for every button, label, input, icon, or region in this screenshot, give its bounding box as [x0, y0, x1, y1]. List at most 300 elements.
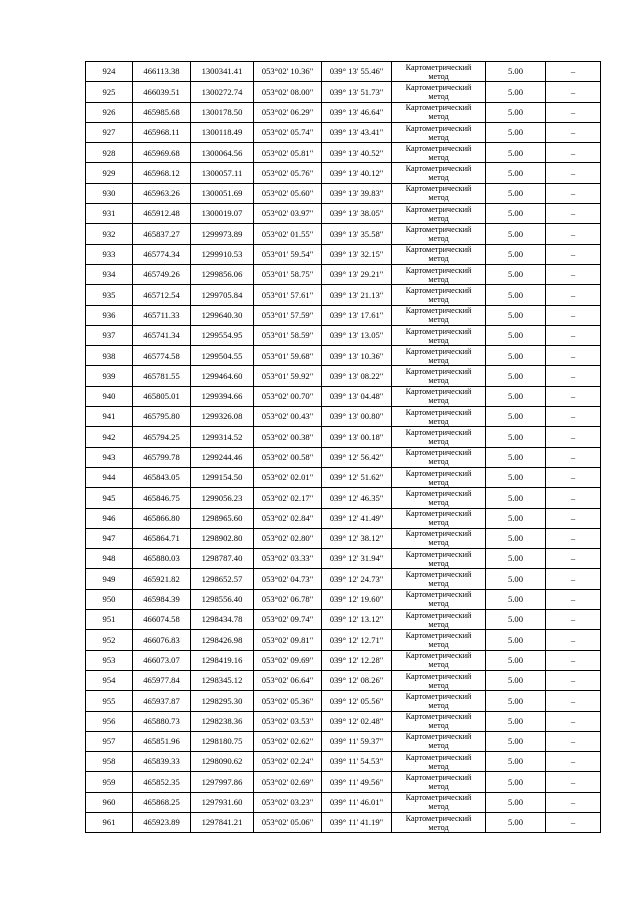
method-line-2: метод	[428, 599, 449, 609]
table-row	[86, 204, 601, 224]
x-coordinate-cell: 466073.07	[133, 650, 191, 670]
point-number-cell: 932	[86, 224, 133, 244]
point-number-cell: 951	[86, 610, 133, 630]
method-line-1: Картометрический	[405, 509, 472, 519]
remark-cell: –	[546, 508, 601, 528]
latitude-cell: 053°01' 57.59"	[254, 305, 322, 325]
table-row	[86, 711, 601, 731]
x-coordinate-cell: 465795.80	[133, 407, 191, 427]
method-line-1: Картометрический	[405, 143, 472, 153]
y-coordinate-cell: 1299705.84	[191, 285, 254, 305]
method-cell	[392, 264, 486, 284]
remark-cell: –	[546, 670, 601, 690]
y-coordinate-cell: 1298238.36	[191, 711, 254, 731]
method-line-1: Картометрический	[405, 488, 472, 498]
method-line-1: Картометрический	[405, 306, 472, 316]
y-coordinate-cell: 1299326.08	[191, 407, 254, 427]
table-row	[86, 630, 601, 650]
method-line-2: метод	[428, 294, 449, 304]
remark-cell: –	[546, 467, 601, 487]
method-cell	[392, 143, 486, 163]
point-number-cell: 943	[86, 447, 133, 467]
latitude-cell: 053°02' 02.24"	[254, 752, 322, 772]
precision-cell: 5.00	[486, 650, 546, 670]
method-line-2: метод	[428, 376, 449, 386]
point-number-cell: 954	[86, 670, 133, 690]
x-coordinate-cell: 465868.25	[133, 792, 191, 812]
precision-cell: 5.00	[486, 731, 546, 751]
table-row	[86, 244, 601, 264]
method-line-2: метод	[428, 234, 449, 244]
latitude-cell: 053°02' 04.73"	[254, 569, 322, 589]
latitude-cell: 053°01' 58.59"	[254, 325, 322, 345]
longitude-cell: 039° 13' 40.12"	[322, 163, 392, 183]
point-number-cell: 950	[86, 589, 133, 609]
latitude-cell: 053°02' 05.36"	[254, 691, 322, 711]
method-line-2: метод	[428, 112, 449, 122]
remark-cell: –	[546, 528, 601, 548]
remark-cell: –	[546, 447, 601, 467]
latitude-cell: 053°02' 00.43"	[254, 407, 322, 427]
method-line-1: Картометрический	[405, 62, 472, 72]
longitude-cell: 039° 13' 32.15"	[322, 244, 392, 264]
table-row	[86, 610, 601, 630]
longitude-cell: 039° 12' 56.42"	[322, 447, 392, 467]
x-coordinate-cell: 465846.75	[133, 488, 191, 508]
remark-cell: –	[546, 752, 601, 772]
method-line-2: метод	[428, 193, 449, 203]
method-cell	[392, 711, 486, 731]
method-line-1: Картометрический	[405, 245, 472, 255]
longitude-cell: 039° 11' 54.53"	[322, 752, 392, 772]
table-row	[86, 183, 601, 203]
longitude-cell: 039° 13' 51.73"	[322, 82, 392, 102]
remark-cell: –	[546, 305, 601, 325]
latitude-cell: 053°02' 05.81"	[254, 143, 322, 163]
latitude-cell: 053°02' 01.55"	[254, 224, 322, 244]
x-coordinate-cell: 465968.12	[133, 163, 191, 183]
remark-cell: –	[546, 82, 601, 102]
x-coordinate-cell: 465781.55	[133, 366, 191, 386]
method-cell	[392, 386, 486, 406]
y-coordinate-cell: 1300019.07	[191, 204, 254, 224]
latitude-cell: 053°02' 00.38"	[254, 427, 322, 447]
point-number-cell: 934	[86, 264, 133, 284]
point-number-cell: 944	[86, 467, 133, 487]
method-line-1: Картометрический	[405, 184, 472, 194]
method-line-1: Картометрический	[405, 448, 472, 458]
x-coordinate-cell: 465741.34	[133, 325, 191, 345]
y-coordinate-cell: 1300118.49	[191, 122, 254, 142]
method-line-1: Картометрический	[405, 732, 472, 742]
x-coordinate-cell: 465969.68	[133, 143, 191, 163]
longitude-cell: 039° 11' 41.19"	[322, 812, 392, 832]
point-number-cell: 942	[86, 427, 133, 447]
point-number-cell: 930	[86, 183, 133, 203]
latitude-cell: 053°02' 02.01"	[254, 467, 322, 487]
remark-cell: –	[546, 224, 601, 244]
method-line-1: Картометрический	[405, 285, 472, 295]
method-line-2: метод	[428, 335, 449, 345]
point-number-cell: 926	[86, 102, 133, 122]
method-line-2: метод	[428, 782, 449, 792]
method-line-2: метод	[428, 416, 449, 426]
longitude-cell: 039° 13' 35.58"	[322, 224, 392, 244]
method-line-2: метод	[428, 660, 449, 670]
method-line-1: Картометрический	[405, 82, 472, 92]
longitude-cell: 039° 13' 55.46"	[322, 62, 392, 82]
method-cell	[392, 610, 486, 630]
remark-cell: –	[546, 549, 601, 569]
table-row	[86, 691, 601, 711]
point-number-cell: 952	[86, 630, 133, 650]
precision-cell: 5.00	[486, 752, 546, 772]
method-cell	[392, 163, 486, 183]
y-coordinate-cell: 1297997.86	[191, 772, 254, 792]
method-line-2: метод	[428, 700, 449, 710]
method-cell	[392, 204, 486, 224]
table-row	[86, 325, 601, 345]
precision-cell: 5.00	[486, 224, 546, 244]
method-line-1: Картометрический	[405, 346, 472, 356]
table-row	[86, 264, 601, 284]
method-line-1: Картометрический	[405, 164, 472, 174]
precision-cell: 5.00	[486, 183, 546, 203]
y-coordinate-cell: 1298295.30	[191, 691, 254, 711]
precision-cell: 5.00	[486, 122, 546, 142]
latitude-cell: 053°02' 02.69"	[254, 772, 322, 792]
y-coordinate-cell: 1299314.52	[191, 427, 254, 447]
latitude-cell: 053°02' 03.33"	[254, 549, 322, 569]
method-line-1: Картометрический	[405, 326, 472, 336]
method-cell	[392, 346, 486, 366]
method-line-2: метод	[428, 274, 449, 284]
method-cell	[392, 792, 486, 812]
point-number-cell: 938	[86, 346, 133, 366]
method-cell	[392, 244, 486, 264]
precision-cell: 5.00	[486, 143, 546, 163]
point-number-cell: 960	[86, 792, 133, 812]
table-row	[86, 305, 601, 325]
x-coordinate-cell: 465912.48	[133, 204, 191, 224]
y-coordinate-cell: 1299244.46	[191, 447, 254, 467]
method-line-2: метод	[428, 619, 449, 629]
precision-cell: 5.00	[486, 407, 546, 427]
point-number-cell: 957	[86, 731, 133, 751]
point-number-cell: 928	[86, 143, 133, 163]
table-row	[86, 528, 601, 548]
point-number-cell: 936	[86, 305, 133, 325]
method-line-2: метод	[428, 822, 449, 832]
method-line-1: Картометрический	[405, 468, 472, 478]
longitude-cell: 039° 12' 08.26"	[322, 670, 392, 690]
method-line-2: метод	[428, 741, 449, 751]
method-line-1: Картометрический	[405, 590, 472, 600]
x-coordinate-cell: 465866.80	[133, 508, 191, 528]
precision-cell: 5.00	[486, 467, 546, 487]
x-coordinate-cell: 465963.26	[133, 183, 191, 203]
table-row	[86, 589, 601, 609]
method-cell	[392, 528, 486, 548]
longitude-cell: 039° 13' 40.52"	[322, 143, 392, 163]
point-number-cell: 949	[86, 569, 133, 589]
x-coordinate-cell: 465985.68	[133, 102, 191, 122]
remark-cell: –	[546, 102, 601, 122]
method-cell	[392, 650, 486, 670]
remark-cell: –	[546, 650, 601, 670]
method-line-1: Картометрический	[405, 712, 472, 722]
longitude-cell: 039° 12' 12.28"	[322, 650, 392, 670]
longitude-cell: 039° 13' 39.83"	[322, 183, 392, 203]
x-coordinate-cell: 465977.84	[133, 670, 191, 690]
longitude-cell: 039° 13' 46.64"	[322, 102, 392, 122]
precision-cell: 5.00	[486, 163, 546, 183]
y-coordinate-cell: 1300064.56	[191, 143, 254, 163]
method-line-1: Картометрический	[405, 427, 472, 437]
x-coordinate-cell: 465805.01	[133, 386, 191, 406]
precision-cell: 5.00	[486, 589, 546, 609]
method-line-1: Картометрический	[405, 367, 472, 377]
table-row	[86, 285, 601, 305]
y-coordinate-cell: 1299464.60	[191, 366, 254, 386]
latitude-cell: 053°02' 00.58"	[254, 447, 322, 467]
longitude-cell: 039° 13' 00.18"	[322, 427, 392, 447]
y-coordinate-cell: 1297931.60	[191, 792, 254, 812]
longitude-cell: 039° 13' 13.05"	[322, 325, 392, 345]
x-coordinate-cell: 465837.27	[133, 224, 191, 244]
method-line-2: метод	[428, 761, 449, 771]
precision-cell: 5.00	[486, 812, 546, 832]
precision-cell: 5.00	[486, 386, 546, 406]
precision-cell: 5.00	[486, 670, 546, 690]
coordinates-table	[85, 61, 601, 833]
x-coordinate-cell: 465711.33	[133, 305, 191, 325]
method-cell	[392, 772, 486, 792]
latitude-cell: 053°01' 57.61"	[254, 285, 322, 305]
point-number-cell: 940	[86, 386, 133, 406]
precision-cell: 5.00	[486, 691, 546, 711]
method-line-1: Картометрический	[405, 103, 472, 113]
y-coordinate-cell: 1298652.57	[191, 569, 254, 589]
method-line-2: метод	[428, 132, 449, 142]
remark-cell: –	[546, 427, 601, 447]
latitude-cell: 053°02' 06.78"	[254, 589, 322, 609]
latitude-cell: 053°02' 06.29"	[254, 102, 322, 122]
method-line-2: метод	[428, 436, 449, 446]
x-coordinate-cell: 465843.05	[133, 467, 191, 487]
y-coordinate-cell: 1299504.55	[191, 346, 254, 366]
latitude-cell: 053°02' 05.74"	[254, 122, 322, 142]
y-coordinate-cell: 1299394.66	[191, 386, 254, 406]
method-cell	[392, 183, 486, 203]
method-line-2: метод	[428, 802, 449, 812]
remark-cell: –	[546, 772, 601, 792]
table-row	[86, 346, 601, 366]
remark-cell: –	[546, 610, 601, 630]
y-coordinate-cell: 1298556.40	[191, 589, 254, 609]
method-line-1: Картометрический	[405, 610, 472, 620]
precision-cell: 5.00	[486, 772, 546, 792]
precision-cell: 5.00	[486, 305, 546, 325]
point-number-cell: 929	[86, 163, 133, 183]
latitude-cell: 053°02' 09.74"	[254, 610, 322, 630]
latitude-cell: 053°02' 03.53"	[254, 711, 322, 731]
precision-cell: 5.00	[486, 528, 546, 548]
remark-cell: –	[546, 244, 601, 264]
y-coordinate-cell: 1300341.41	[191, 62, 254, 82]
latitude-cell: 053°02' 05.60"	[254, 183, 322, 203]
remark-cell: –	[546, 731, 601, 751]
table-row	[86, 427, 601, 447]
method-cell	[392, 407, 486, 427]
precision-cell: 5.00	[486, 325, 546, 345]
y-coordinate-cell: 1298090.62	[191, 752, 254, 772]
remark-cell: –	[546, 488, 601, 508]
precision-cell: 5.00	[486, 204, 546, 224]
precision-cell: 5.00	[486, 264, 546, 284]
method-cell	[392, 366, 486, 386]
table-row	[86, 508, 601, 528]
method-line-1: Картометрический	[405, 387, 472, 397]
precision-cell: 5.00	[486, 549, 546, 569]
y-coordinate-cell: 1298345.12	[191, 670, 254, 690]
remark-cell: –	[546, 711, 601, 731]
longitude-cell: 039° 11' 46.01"	[322, 792, 392, 812]
x-coordinate-cell: 465749.26	[133, 264, 191, 284]
table-row	[86, 386, 601, 406]
method-line-1: Картометрический	[405, 529, 472, 539]
precision-cell: 5.00	[486, 447, 546, 467]
point-number-cell: 931	[86, 204, 133, 224]
y-coordinate-cell: 1298965.60	[191, 508, 254, 528]
x-coordinate-cell: 465839.33	[133, 752, 191, 772]
method-line-2: метод	[428, 71, 449, 81]
remark-cell: –	[546, 62, 601, 82]
latitude-cell: 053°02' 03.23"	[254, 792, 322, 812]
y-coordinate-cell: 1298787.40	[191, 549, 254, 569]
point-number-cell: 961	[86, 812, 133, 832]
method-line-1: Картометрический	[405, 407, 472, 417]
point-number-cell: 924	[86, 62, 133, 82]
longitude-cell: 039° 12' 38.12"	[322, 528, 392, 548]
precision-cell: 5.00	[486, 508, 546, 528]
longitude-cell: 039° 11' 49.56"	[322, 772, 392, 792]
longitude-cell: 039° 13' 10.36"	[322, 346, 392, 366]
x-coordinate-cell: 465984.39	[133, 589, 191, 609]
latitude-cell: 053°02' 08.00"	[254, 82, 322, 102]
y-coordinate-cell: 1300051.69	[191, 183, 254, 203]
method-cell	[392, 488, 486, 508]
point-number-cell: 956	[86, 711, 133, 731]
method-line-1: Картометрический	[405, 123, 472, 133]
precision-cell: 5.00	[486, 569, 546, 589]
method-cell	[392, 427, 486, 447]
point-number-cell: 958	[86, 752, 133, 772]
remark-cell: –	[546, 325, 601, 345]
method-line-2: метод	[428, 91, 449, 101]
latitude-cell: 053°02' 09.81"	[254, 630, 322, 650]
table-row	[86, 122, 601, 142]
x-coordinate-cell: 465923.89	[133, 812, 191, 832]
longitude-cell: 039° 12' 41.49"	[322, 508, 392, 528]
precision-cell: 5.00	[486, 366, 546, 386]
method-line-1: Картометрический	[405, 570, 472, 580]
method-cell	[392, 731, 486, 751]
latitude-cell: 053°01' 59.54"	[254, 244, 322, 264]
method-line-2: метод	[428, 558, 449, 568]
method-cell	[392, 467, 486, 487]
longitude-cell: 039° 11' 59.37"	[322, 731, 392, 751]
point-number-cell: 927	[86, 122, 133, 142]
table-row	[86, 549, 601, 569]
method-line-1: Картометрический	[405, 204, 472, 214]
latitude-cell: 053°01' 58.75"	[254, 264, 322, 284]
longitude-cell: 039° 12' 31.94"	[322, 549, 392, 569]
table-row	[86, 102, 601, 122]
method-cell	[392, 691, 486, 711]
precision-cell: 5.00	[486, 62, 546, 82]
table-row	[86, 366, 601, 386]
remark-cell: –	[546, 163, 601, 183]
table-row	[86, 467, 601, 487]
precision-cell: 5.00	[486, 82, 546, 102]
latitude-cell: 053°01' 59.92"	[254, 366, 322, 386]
method-line-1: Картометрический	[405, 752, 472, 762]
y-coordinate-cell: 1298180.75	[191, 731, 254, 751]
x-coordinate-cell: 466076.83	[133, 630, 191, 650]
method-line-1: Картометрический	[405, 265, 472, 275]
point-number-cell: 941	[86, 407, 133, 427]
y-coordinate-cell: 1299554.95	[191, 325, 254, 345]
latitude-cell: 053°02' 02.62"	[254, 731, 322, 751]
method-line-2: метод	[428, 457, 449, 467]
precision-cell: 5.00	[486, 427, 546, 447]
method-line-2: метод	[428, 518, 449, 528]
method-line-1: Картометрический	[405, 691, 472, 701]
latitude-cell: 053°02' 03.97"	[254, 204, 322, 224]
point-number-cell: 933	[86, 244, 133, 264]
method-cell	[392, 630, 486, 650]
longitude-cell: 039° 12' 05.56"	[322, 691, 392, 711]
method-line-1: Картометрический	[405, 671, 472, 681]
latitude-cell: 053°02' 10.36"	[254, 62, 322, 82]
remark-cell: –	[546, 589, 601, 609]
table-row	[86, 569, 601, 589]
method-cell	[392, 285, 486, 305]
longitude-cell: 039° 13' 08.22"	[322, 366, 392, 386]
table-body	[86, 62, 601, 833]
table-row	[86, 812, 601, 832]
latitude-cell: 053°02' 05.76"	[254, 163, 322, 183]
table-row	[86, 488, 601, 508]
precision-cell: 5.00	[486, 711, 546, 731]
method-line-2: метод	[428, 152, 449, 162]
point-number-cell: 959	[86, 772, 133, 792]
y-coordinate-cell: 1298902.80	[191, 528, 254, 548]
method-line-2: метод	[428, 639, 449, 649]
method-cell	[392, 305, 486, 325]
method-line-2: метод	[428, 721, 449, 731]
precision-cell: 5.00	[486, 244, 546, 264]
point-number-cell: 955	[86, 691, 133, 711]
table-row	[86, 792, 601, 812]
x-coordinate-cell: 465774.58	[133, 346, 191, 366]
method-line-2: метод	[428, 355, 449, 365]
longitude-cell: 039° 12' 46.35"	[322, 488, 392, 508]
remark-cell: –	[546, 183, 601, 203]
remark-cell: –	[546, 366, 601, 386]
x-coordinate-cell: 465794.25	[133, 427, 191, 447]
